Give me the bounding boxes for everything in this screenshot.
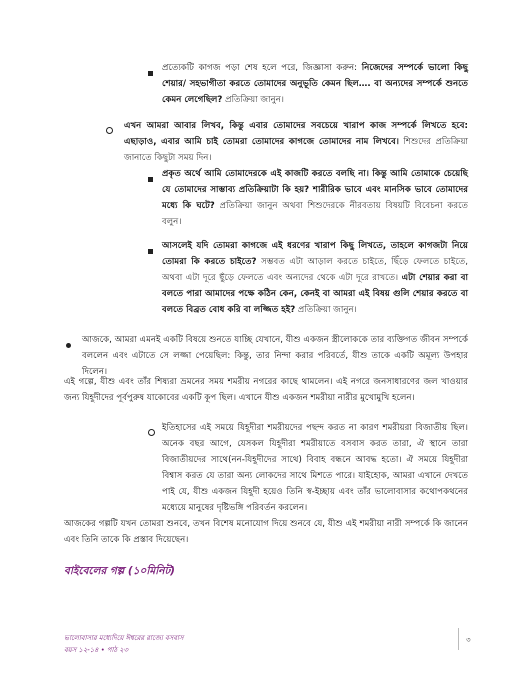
page-number: ৩ — [466, 636, 471, 644]
dot-bullet-icon — [66, 338, 71, 354]
instruction-paragraph: প্রকৃত অর্থে আমি তোমাদেরকে এই কাজটি করতে বলছি না। কিন্তু আমি তোমাকে চেয়েছি যে তোমাদের সাম্ভাব্য প্রতিক্রিয়াটা কি হয়? শারীরিক ভাবে এবং মানসিক ভাবে তোমাদের মধ্যে কি ঘটে? প্রতিক্রিয়া জানুন অথবা শিশুদেরকে নীরবতায় বিষয়টি বিবেচনা করতে বলুন। — [162, 169, 468, 227]
script-paragraph: আজকে, আমরা এমনই একটি বিষয়ে শুনতে যাচ্ছি যেখানে, যীশু একজন স্ত্রীলোককে তার ব্যক্তিগত জীবন সম্পর্কে বললেন এবং এটাতে সে লজ্জা পেয়েছিল: কিন্তু, তার নিন্দা করার পরিবর্তে, যীশু তাকে একটি অমূল্য উপহার দিলেন। — [82, 335, 468, 377]
footer-lesson: বয়স ১২-১৪ • পাঠ ২৩ — [64, 646, 129, 654]
circle-bullet-icon — [148, 426, 155, 442]
body-paragraph: এই গল্পে, যীশু এবং তাঁর শিষ্যরা ভ্রমনের সময় শমরীয় নগরের কাছে থামলেন। এই নগরে জনসাধারণের জল খাওয়ার জন্য যিহূদীদের পূর্বপুরুষ যাকোবের একটি কূপ ছিল। এখানে যীশু একজন শমরীয়া নারীর মুখোমুখি হলেন। — [64, 377, 468, 403]
square-bullet-icon — [148, 172, 153, 188]
footer-title: ভালোবাসার মধ্যেদিয়ে ঈশ্বরের রাজ্যে বসবাস — [64, 634, 184, 642]
square-bullet-icon — [148, 244, 153, 260]
section-heading: বাইবেলের গল্প (১০মিনিট) — [64, 565, 175, 577]
body-paragraph: ইতিহাসের এই সময়ে যিহূদীরা শমরীয়দের পছন্দ করত না কারণ শমরীয়রা বিজাতীয় ছিল। অনেক বছর আগে, যেসকল যিহূদীরা শমরীয়াতে বসবাস করত তারা, ঐ স্থানে তারা বিজাতীয়দের সাথে(নন-যিহূদীদের সাথে) বিবাহ বন্ধনে আবদ্ধ হতো। ঐ সময়ে যিহূদীরা বিশ্বাস করত যে তারা অন্য লোকদের সাথে মিশতে পারে। যাইহোক, আমরা এখানে দেখতে পাই যে, যীশু একজন যিহূদী হয়েও তিনি স্ব-ইচ্ছায় এবং তাঁর ভালোবাসার কথোপকথনের মধ্যেয়ে মানুষের দৃষ্টিভঙ্গি পরিবর্তন করলেন। — [162, 423, 468, 513]
circle-bullet-icon — [106, 124, 113, 140]
square-bullet-icon — [148, 66, 153, 82]
instruction-paragraph: আসলেই যদি তোমরা কাগজে এই ধরণের খারাপ কিছু লিখতে, তাহলে কাগজটা নিয়ে তোমরা কি করতে চাইতে? সম্ভবত এটা আড়াল করতে চাইতে, ছিঁড়ে ফেলতে চাইতে, অথবা এটা দূরে ছুঁড়ে ফেলতে এবং অন্যদের থেকে এটা দূরে রাখতে। এটা শেয়ার করা বা বলতে পারা আমাদের পক্ষে কঠিন কেন, কেনই বা আমরা এই বিষয় গুলি শেয়ার করতে বা বলতে বিব্রত বোধ করি বা লজ্জিত হই? প্রতিক্রিয়া জানুন। — [162, 241, 469, 315]
body-paragraph: আজকের গল্পটি যখন তোমরা শুনবে, তখন বিশেষ মনোযোগ দিয়ে শুনবে যে, যীশু এই শমরীয়া নারী সম্পর্কে কি জানেন এবং তিনি তাকে কি প্রস্তাব দিয়েছেন। — [64, 519, 468, 545]
instruction-paragraph: প্রত্যেকটি কাগজ পড়া শেষ হলে পরে, জিজ্ঞাসা করুন: নিজেদের সম্পর্কে ভালো কিছু শেয়ার/ সহভাগীতা করতে তোমাদের অনুভূতি কেমন ছিল…. বা অন্যদের সম্পর্কে শুনতে কেমন লেগেছিল? প্রতিক্রিয়া জানুন। — [162, 63, 468, 105]
page-footer — [64, 632, 183, 656]
footer-divider — [458, 628, 459, 650]
instruction-paragraph: এখন আমরা আবার লিখব, কিন্তু এবার তোমাদের সবচেয়ে খারাপ কাজ সম্পর্কে লিখতে হবে: এছাড়াও, এবার আমি চাই তোমরা তোমাদের কাগজে তোমাদের নাম লিখবে। শিশুদের প্রতিক্রিয়া জানাতে কিছুটা সময় দিন। — [124, 121, 468, 163]
